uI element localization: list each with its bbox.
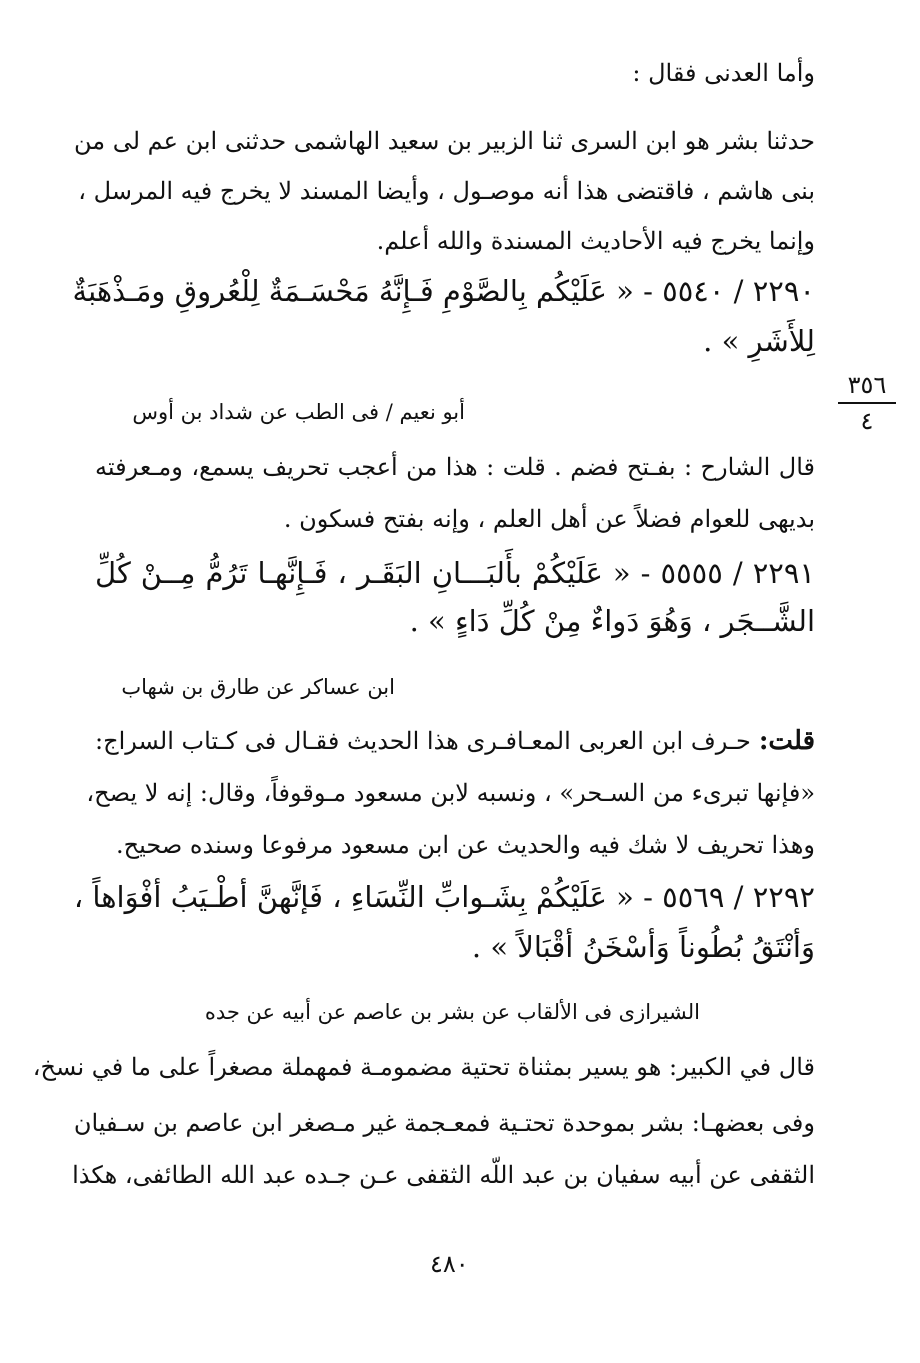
text-line: بديهى للعوام فضلاً عن أهل العلم ، وإنه بفتح فسكون .	[283, 505, 815, 533]
hadith-line: لِلأَشَرِ » .	[703, 324, 815, 358]
text-line: الثقفى عن أبيه سفيان بن عبد اللّه الثقفى عـن جـده عبد الله الطائفى، هكذا	[72, 1161, 815, 1189]
margin-reference	[838, 370, 896, 436]
text-line: وفى بعضهـا: بشر بموحدة تحتـية فمعـجمة غير مـصغر ابن عاصم بن سـفيان	[73, 1109, 815, 1137]
source-line: أبو نعيم / فى الطب عن شداد بن أوس	[132, 400, 465, 424]
hadith-line: ٢٢٩٠ / ٥٥٤٠ - « عَلَيْكُم بِالصَّوْمِ فَـإِنَّهُ مَحْسَـمَةٌ لِلْعُروقِ ومَـذْهَبَةٌ	[72, 274, 815, 308]
text-line: قال الشارح : بفـتح فضم . قلت : هذا من أعجب تحريف يسمع، ومـعرفته	[95, 453, 815, 481]
text-line: «فإنها تبرىء من السـحر» ، ونسبه لابن مسعود مـوقوفاً، وقال: إنه لا يصح،	[86, 779, 815, 807]
source-line: ابن عساكر عن طارق بن شهاب	[121, 675, 395, 699]
page-number: ٤٨٠	[430, 1250, 469, 1278]
text-line: حـرف ابن العربى المعـافـرى هذا الحديث فقـال فى كـتاب السراج:	[95, 727, 751, 755]
margin-ref-bottom: ٤	[860, 407, 874, 435]
text-line: قال في الكبير: هو يسير بمثناة تحتية مضمومـة فمهملة مصغراً على ما في نسخ،	[32, 1053, 815, 1081]
hadith-line: الشَّــجَر ، وَهُوَ دَواءٌ مِنْ كُلِّ دَاءٍ » .	[409, 604, 815, 638]
page-body	[32, 0, 815, 1363]
qult-label: قلت:	[758, 726, 815, 756]
qult-line	[95, 724, 815, 758]
margin-ref-top: ٣٥٦	[847, 371, 887, 399]
text-line: حدثنا بشر هو ابن السرى ثنا الزبير بن سعيد الهاشمى حدثنى ابن عم لى من	[73, 127, 815, 155]
text-line: وأما العدنى فقال :	[632, 59, 815, 87]
hadith-line: وَأنْتَقُ بُطُوناً وَأسْخَنُ أقْبَالاً » .	[471, 930, 815, 964]
hadith-line: ٢٢٩١ / ٥٥٥٥ - « عَلَيْكُمْ بأَلبَـــانِ البَقَـر ، فَـإِنَّهـا تَرُمُّ مِــنْ كُلِّ	[95, 556, 815, 590]
source-line: الشيرازى فى الألقاب عن بشر بن عاصم عن أبيه عن جده	[204, 1000, 700, 1024]
text-line: بنى هاشم ، فاقتضى هذا أنه موصـول ، وأيضا المسند لا يخرج فيه المرسل ،	[78, 177, 815, 205]
text-line: وإنما يخرج فيه الأحاديث المسندة والله أعلم.	[376, 227, 815, 255]
margin-divider	[838, 402, 896, 404]
text-line: وهذا تحريف لا شك فيه والحديث عن ابن مسعود مرفوعا وسنده صحيح.	[116, 831, 815, 859]
hadith-line: ٢٢٩٢ / ٥٥٦٩ - « عَلَيْكُمْ بِشَـوابِّ النِّسَاءِ ، فَإنَّهنَّ أطْـيَبُ أفْوَاهاً ،	[73, 880, 815, 914]
